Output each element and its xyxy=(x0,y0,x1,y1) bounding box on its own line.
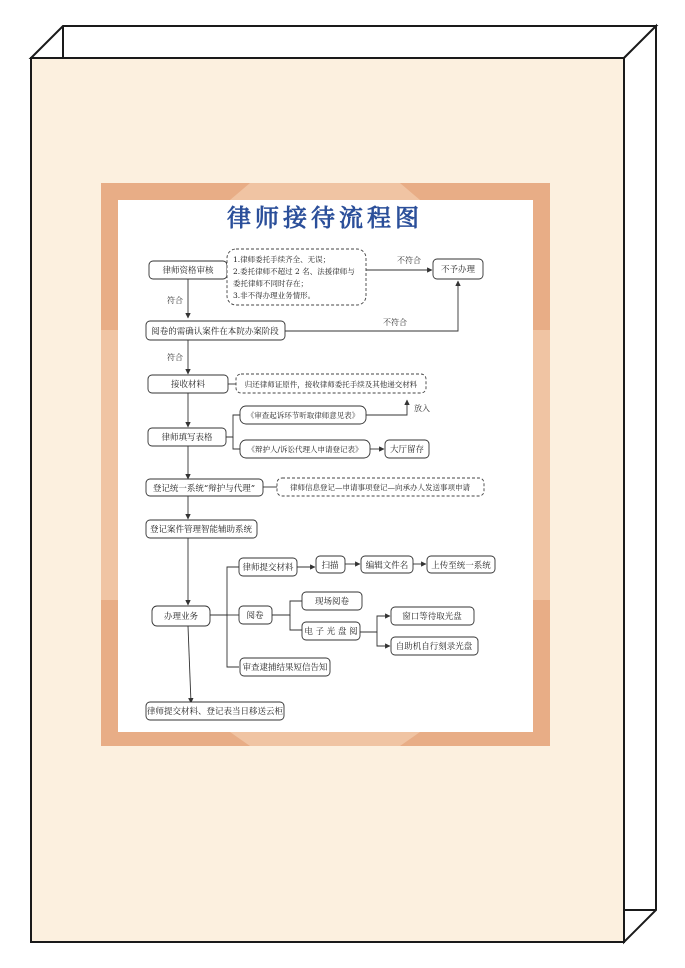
node-handle-business xyxy=(152,606,210,626)
svg-text:扫描: 扫描 xyxy=(321,561,339,571)
node-edit-filename xyxy=(361,556,413,573)
svg-text:上传至统一系统: 上传至统一系统 xyxy=(431,561,491,571)
node-self-burn xyxy=(391,637,478,655)
svg-text:阅卷: 阅卷 xyxy=(246,611,264,621)
label-match-2: 符合 xyxy=(167,353,183,362)
label-mismatch-1: 不符合 xyxy=(397,256,421,265)
svg-text:办理业务: 办理业务 xyxy=(163,612,199,622)
node-fill-forms xyxy=(148,428,226,446)
node-sms-notice xyxy=(240,658,330,676)
svg-text:现场阅卷: 现场阅卷 xyxy=(314,597,350,607)
node-receive-materials xyxy=(148,375,228,393)
svg-text:《辩护人/诉讼代理人申请登记表》: 《辩护人/诉讼代理人申请登记表》 xyxy=(247,445,363,454)
node-form-b xyxy=(240,440,370,458)
svg-text:编辑文件名: 编辑文件名 xyxy=(365,561,409,571)
node-receive-note xyxy=(236,374,426,393)
svg-text:2.委托律师不超过 2 名、法援律师与: 2.委托律师不超过 2 名、法援律师与 xyxy=(233,267,355,276)
svg-text:律师提交材料: 律师提交材料 xyxy=(242,563,294,573)
svg-text:登记案件管理智能辅助系统: 登记案件管理智能辅助系统 xyxy=(149,525,253,535)
svg-text:3.非不得办理业务情形。: 3.非不得办理业务情形。 xyxy=(233,291,316,300)
svg-text:《审查起诉环节听取律师意见表》: 《审查起诉环节听取律师意见表》 xyxy=(246,411,360,420)
svg-text:窗口等待取光盘: 窗口等待取光盘 xyxy=(402,612,462,622)
svg-text:律师信息登记—申请事项登记—向承办人发送事项申请: 律师信息登记—申请事项登记—向承办人发送事项申请 xyxy=(290,483,470,492)
svg-text:归还律师证原件，接收律师委托手续及其他递交材料: 归还律师证原件，接收律师委托手续及其他递交材料 xyxy=(244,380,418,389)
svg-text:委托律师不同时存在；: 委托律师不同时存在； xyxy=(233,279,308,288)
svg-text:接收材料: 接收材料 xyxy=(170,380,206,390)
svg-text:律师填写表格: 律师填写表格 xyxy=(161,433,213,443)
label-match-1: 符合 xyxy=(167,296,183,305)
svg-text:审查逮捕结果短信告知: 审查逮捕结果短信告知 xyxy=(242,663,328,673)
svg-text:不予办理: 不予办理 xyxy=(440,265,476,275)
poster-title: 律师接待流程图 xyxy=(227,203,423,232)
node-register-system xyxy=(146,479,263,496)
svg-text:自助机自行刻录光盘: 自助机自行刻录光盘 xyxy=(395,642,473,652)
node-hall-storage xyxy=(385,440,429,458)
svg-text:阅卷的需确认案件在本院办案阶段: 阅卷的需确认案件在本院办案阶段 xyxy=(151,327,279,337)
node-e-disc-read xyxy=(302,622,360,640)
svg-text:电 子 光 盘 阅: 电 子 光 盘 阅 xyxy=(304,627,358,637)
label-mismatch-2: 不符合 xyxy=(383,318,407,327)
node-case-management xyxy=(146,520,257,538)
node-window-wait xyxy=(391,607,474,625)
svg-text:1.律师委托手续齐全、无误；: 1.律师委托手续齐全、无误； xyxy=(233,255,331,264)
node-scan xyxy=(316,556,345,573)
node-confirm-stage xyxy=(146,321,285,340)
node-qualification-criteria xyxy=(227,249,366,305)
node-register-note xyxy=(277,478,484,496)
node-submit-materials xyxy=(239,558,297,576)
node-qualification-review xyxy=(149,261,227,279)
node-not-handle xyxy=(433,259,483,279)
label-put-in: 放入 xyxy=(414,404,430,413)
node-onsite-read xyxy=(302,592,362,610)
node-final-step xyxy=(146,702,284,720)
node-read-files xyxy=(239,606,272,624)
node-upload xyxy=(427,556,495,573)
node-form-a xyxy=(240,406,366,424)
svg-text:律师提交材料、登记表当日移送云柜: 律师提交材料、登记表当日移送云柜 xyxy=(146,707,284,717)
svg-text:律师资格审核: 律师资格审核 xyxy=(162,266,214,276)
svg-text:登记统一系统“辩护与代理”: 登记统一系统“辩护与代理” xyxy=(152,484,256,494)
svg-text:大厅留存: 大厅留存 xyxy=(389,445,425,455)
